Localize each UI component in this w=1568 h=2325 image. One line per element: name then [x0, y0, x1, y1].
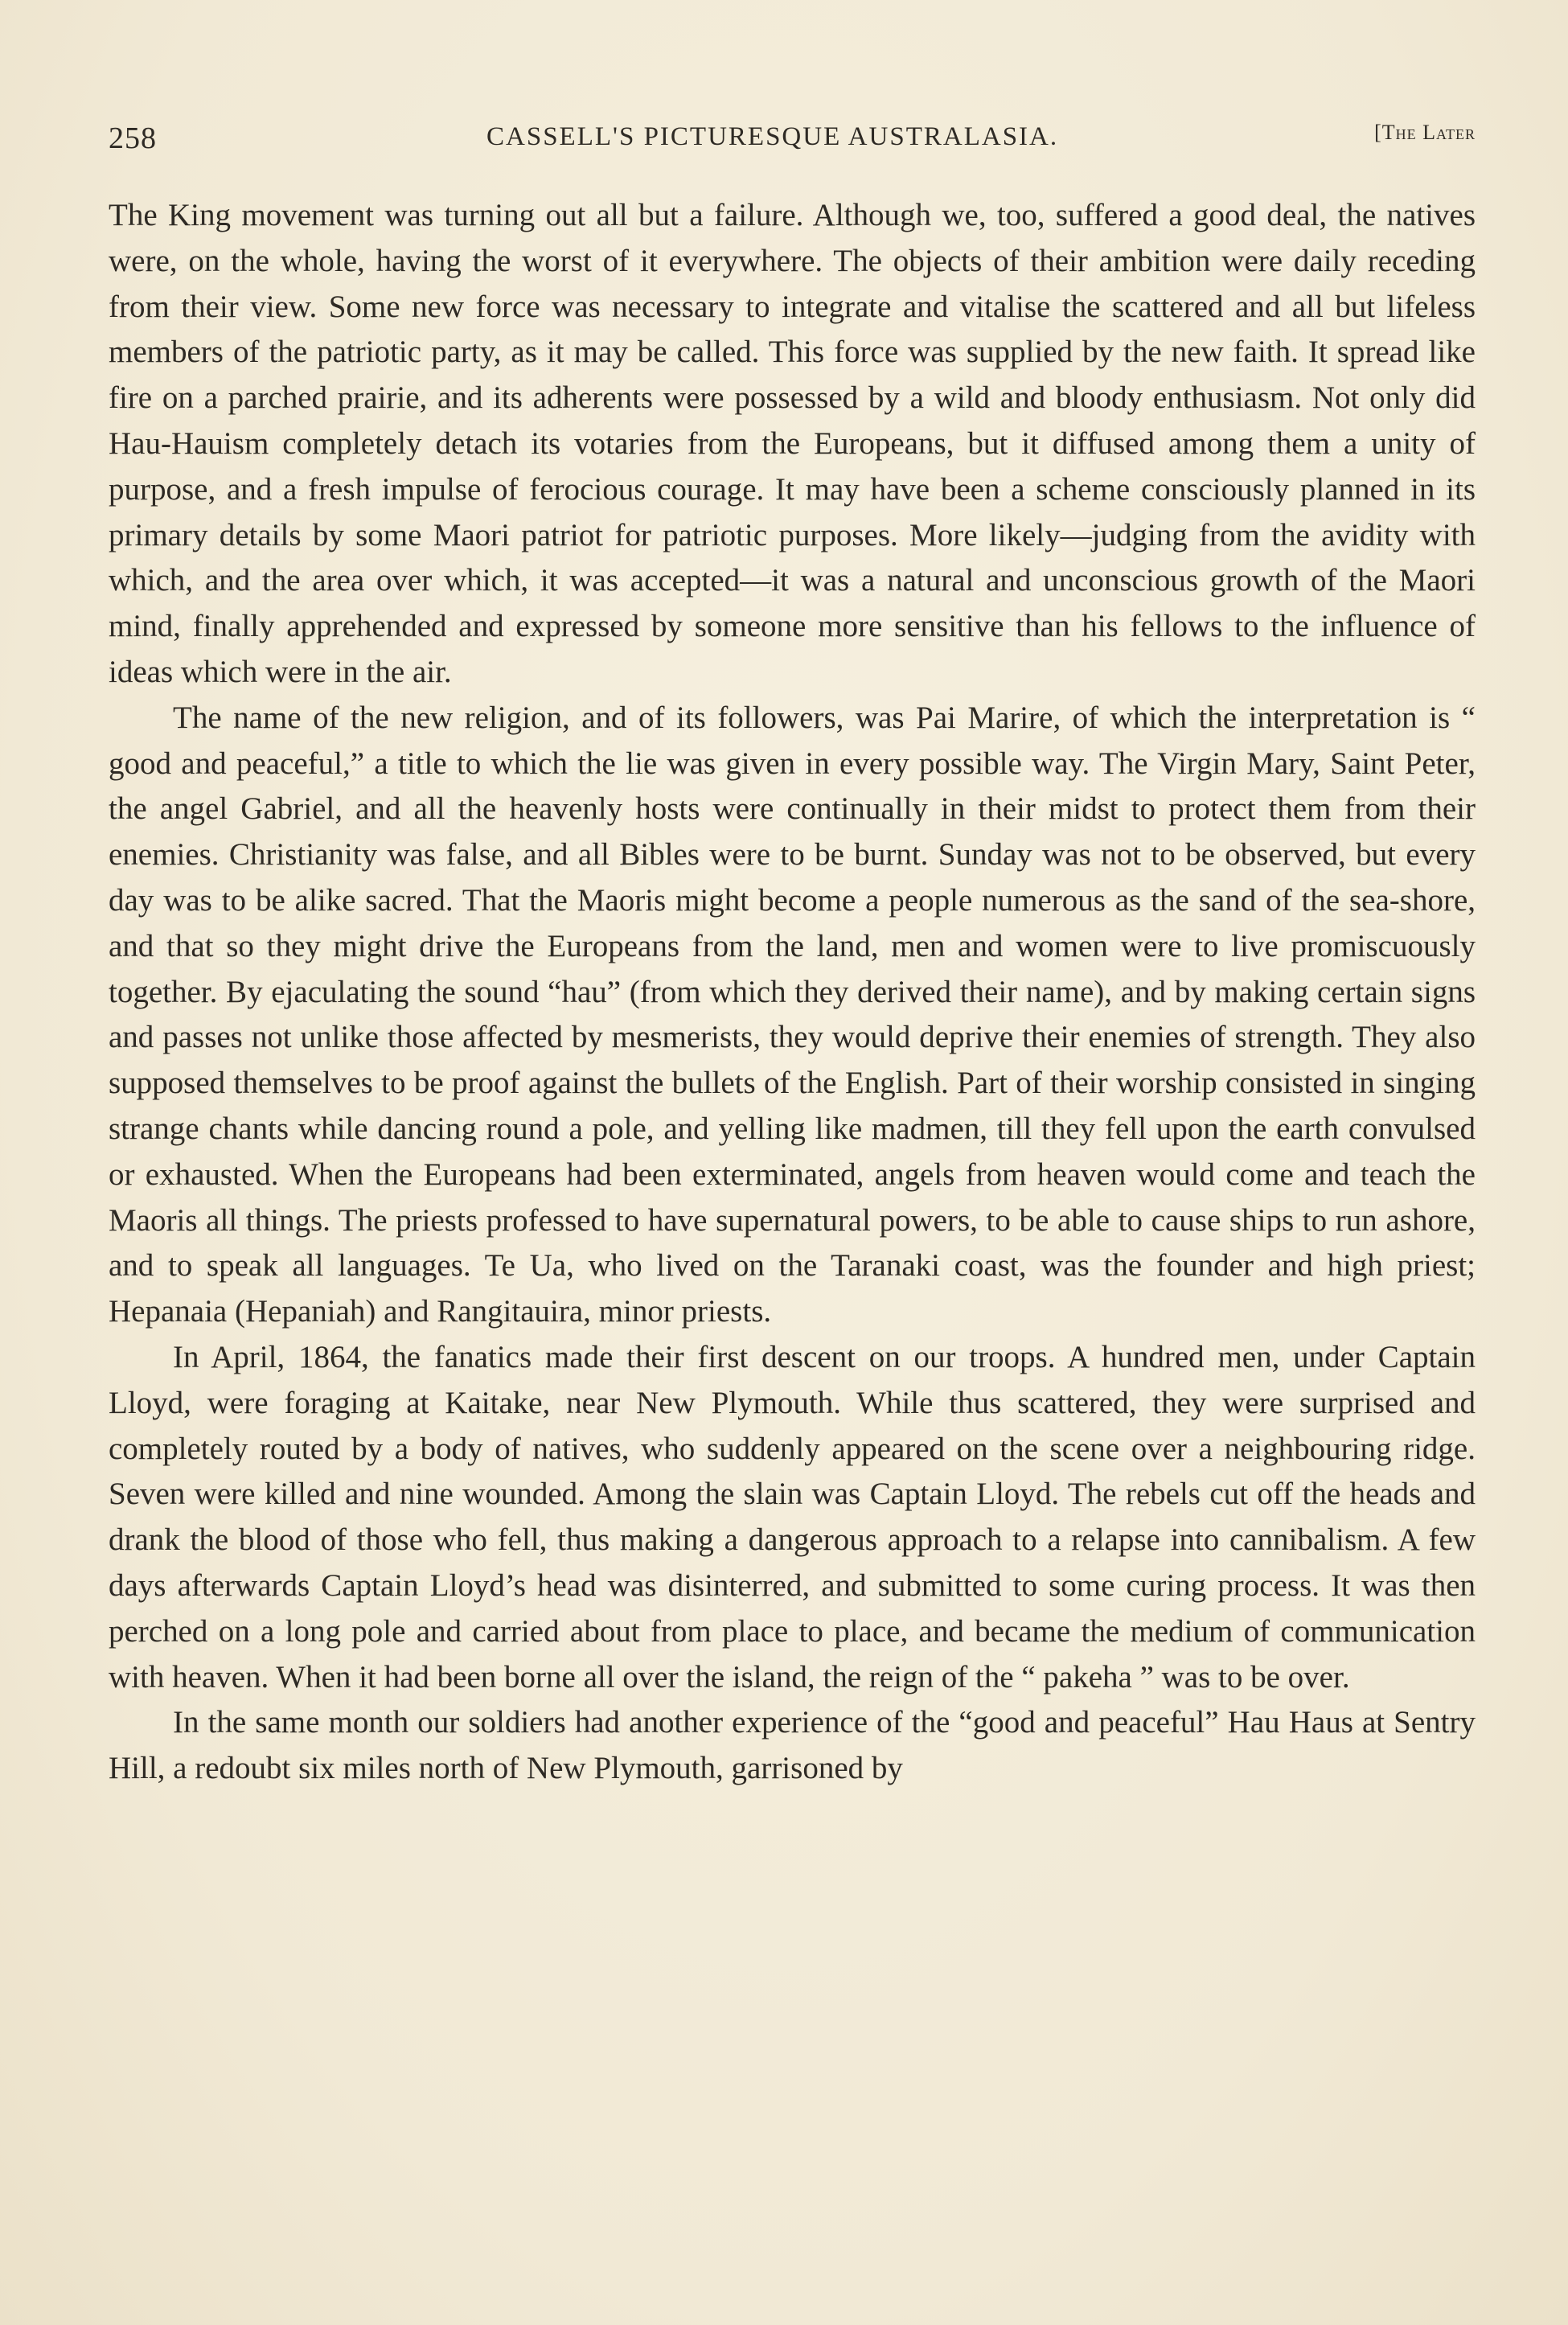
running-title: CASSELL'S PICTURESQUE AUSTRALASIA. [486, 122, 1059, 151]
page-number: 258 [109, 121, 157, 155]
paragraph-4: In the same month our soldiers had another experience of the “good and peaceful” Hau Haus at Sentry Hill, a redoubt six miles north of New Plymouth, garrisoned by [109, 1705, 1476, 1786]
paragraph-1: The King movement was turning out all but a failure. Although we, too, suffered a good deal, the natives were, on the whole, having the worst of it everywhere. The objects of their ambition were daily receding from their view. Some new force was necessary to integrate and vitalise the scattered and all but lifeless members of the patriotic party, as it may be called. This force was supplied by the new faith. It spread like fire on a parched prairie, and its adherents were possessed by a wild and bloody enthusiasm. Not only did Hau-Hauism completely detach its votaries from the Europeans, but it diffused among them a unity of purpose, and a fresh impulse of ferocious courage. It may have been a scheme consciously planned in its primary details by some Maori patriot for patriotic purposes. More likely—judging from the avidity with which, and the area over which, it was accepted—it was a natural and unconscious growth of the Maori mind, finally apprehended and expressed by someone more sensitive than his fellows to the influence of ideas which were in the air. [109, 198, 1476, 689]
page-header [109, 121, 1476, 161]
paragraph-2: The name of the new religion, and of its followers, was Pai Marire, of which the interpretation is “ good and peaceful,” a title to which the lie was given in every possible way. The Virgin Mary, Saint Peter, the angel Gabriel, and all the heavenly hosts were continually in their midst to protect them from their enemies. Christianity was false, and all Bibles were to be burnt. Sunday was not to be observed, but every day was to be alike sacred. That the Maoris might become a people numerous as the sand of the sea-shore, and that so they might drive the Europeans from the land, men and women were to live promiscuously together. By ejaculating the sound “hau” (from which they derived their name), and by making certain signs and passes not unlike those affected by mesmerists, they would deprive their enemies of strength. They also supposed themselves to be proof against the bullets of the English. Part of their worship consisted in singing strange chants while dancing round a pole, and yelling like madmen, till they fell upon the earth convulsed or exhausted. When the Europeans had been exterminated, angels from heaven would come and teach the Maoris all things. The priests professed to have supernatural powers, to be able to cause ships to run ashore, and to speak all languages. Te Ua, who lived on the Taranaki coast, was the founder and high priest; Hepanaia (Hepaniah) and Rangitauira, minor priests. [109, 700, 1476, 1329]
section-label: [The Later [1374, 121, 1476, 144]
paragraph-3: In April, 1864, the fanatics made their first descent on our troops. A hundred men, under Captain Lloyd, were foraging at Kaitake, near New Plymouth. While thus scattered, they were surprised and completely routed by a body of natives, who suddenly appeared on the scene over a neighbouring ridge. Seven were killed and nine wounded. Among the slain was Captain Lloyd. The rebels cut off the heads and drank the blood of those who fell, thus making a dangerous approach to a relapse into cannibalism. A few days afterwards Captain Lloyd’s head was disinterred, and submitted to some curing process. It was then perched on a long pole and carried about from place to place, and became the medium of communication with heaven. When it had been borne all over the island, the reign of the “ pakeha ” was to be over. [109, 1339, 1476, 1694]
body-text [109, 193, 1476, 1792]
